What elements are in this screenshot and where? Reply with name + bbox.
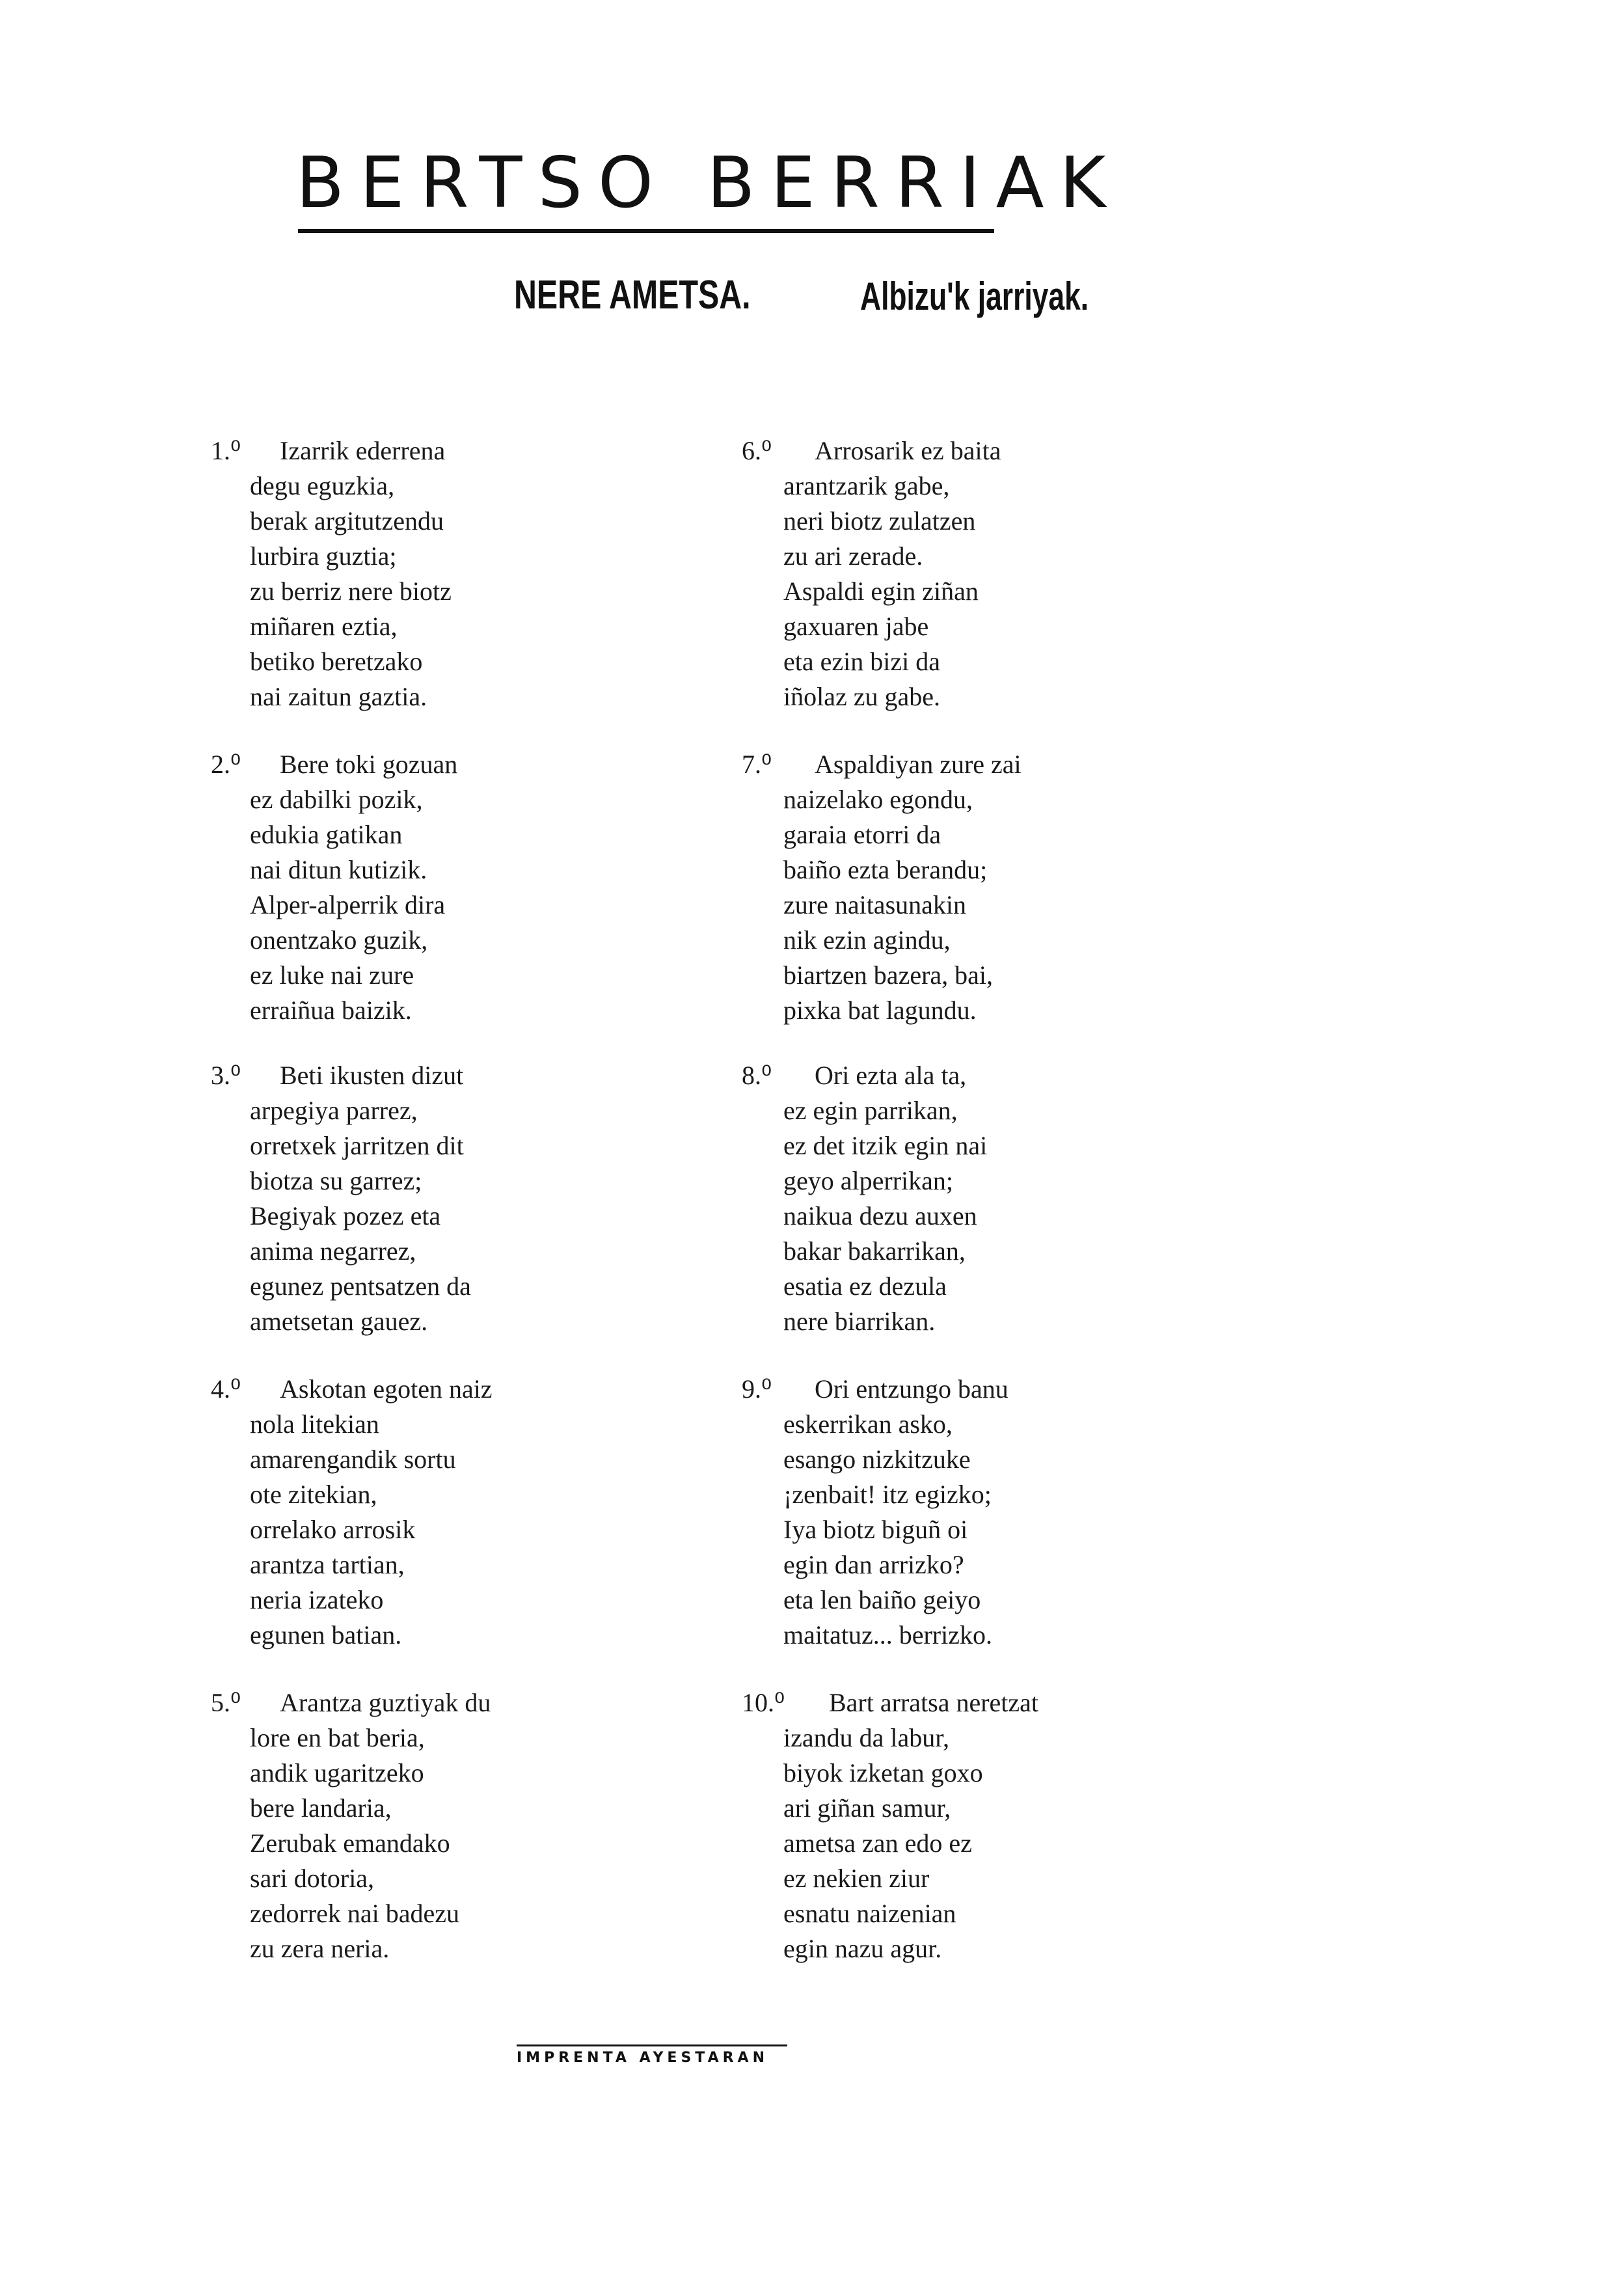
verse-line: berak argitutzendu bbox=[250, 506, 444, 536]
verse-line: lore en bat beria, bbox=[250, 1723, 425, 1752]
verse-3 bbox=[211, 1058, 471, 1339]
verse-line: ametsa zan edo ez bbox=[783, 1828, 972, 1858]
verse-line: bere landaria, bbox=[250, 1793, 392, 1823]
verse-line: ote zitekian, bbox=[250, 1480, 377, 1509]
verse-line: sari dotoria, bbox=[250, 1864, 375, 1893]
printer-imprint: IMPRENTA AYESTARAN bbox=[517, 2050, 768, 2066]
verse-line: Aspaldiyan zure zai bbox=[815, 750, 1022, 779]
verse-number: 4.⁰ bbox=[211, 1374, 241, 1404]
verse-line: naizelako egondu, bbox=[783, 785, 973, 814]
verse-line: ez egin parrikan, bbox=[783, 1096, 958, 1125]
verse-line: onentzako guzik, bbox=[250, 925, 428, 955]
verse-line: degu eguzkia, bbox=[250, 471, 395, 500]
verse-line: anima negarrez, bbox=[250, 1236, 416, 1266]
verse-line: zu ari zerade. bbox=[783, 541, 923, 571]
poem-title: NERE AMETSA. bbox=[514, 273, 751, 318]
verse-line: ez luke nai zure bbox=[250, 960, 414, 990]
verse-line: geyo alperrikan; bbox=[783, 1166, 953, 1195]
verse-line: betiko beretzako bbox=[250, 647, 423, 676]
verse-number: 9.⁰ bbox=[742, 1374, 772, 1404]
verse-line: nere biarrikan. bbox=[783, 1307, 936, 1336]
verse-line: egin dan arrizko? bbox=[783, 1550, 964, 1579]
verse-2 bbox=[211, 747, 457, 1028]
verse-line: ametsetan gauez. bbox=[250, 1307, 428, 1336]
verse-line: nola litekian bbox=[250, 1409, 379, 1439]
verse-1 bbox=[211, 433, 452, 714]
verse-line: neri biotz zulatzen bbox=[783, 506, 976, 536]
verse-number: 1.⁰ bbox=[211, 436, 241, 465]
verse-line: neria izateko bbox=[250, 1585, 384, 1614]
author-credit: Albizu'k jarriyak. bbox=[860, 275, 1089, 318]
verse-line: ez nekien ziur bbox=[783, 1864, 930, 1893]
verse-line: zure naitasunakin bbox=[783, 890, 966, 919]
verse-10 bbox=[742, 1685, 1038, 1966]
verse-line: lurbira guztia; bbox=[250, 541, 397, 571]
footer-rule bbox=[517, 2044, 787, 2046]
verse-line: ez dabilki pozik, bbox=[250, 785, 423, 814]
verse-line: esatia ez dezula bbox=[783, 1271, 947, 1301]
verse-line: garaia etorri da bbox=[783, 820, 941, 849]
verse-line: maitatuz... berrizko. bbox=[783, 1620, 992, 1650]
verse-line: orrelako arrosik bbox=[250, 1515, 416, 1544]
verse-line: Izarrik ederrena bbox=[280, 436, 446, 465]
verse-line: arantza tartian, bbox=[250, 1550, 405, 1579]
verse-8 bbox=[742, 1058, 987, 1339]
verse-line: arpegiya parrez, bbox=[250, 1096, 418, 1125]
verse-line: izandu da labur, bbox=[783, 1723, 949, 1752]
verse-line: pixka bat lagundu. bbox=[783, 996, 977, 1025]
verse-number: 8.⁰ bbox=[742, 1061, 772, 1090]
verse-number: 6.⁰ bbox=[742, 436, 772, 465]
verse-line: egin nazu agur. bbox=[783, 1934, 942, 1963]
verse-line: nik ezin agindu, bbox=[783, 925, 951, 955]
verse-line: Arrosarik ez baita bbox=[815, 436, 1001, 465]
verse-line: ¡zenbait! itz egizko; bbox=[783, 1480, 992, 1509]
verse-line: iñolaz zu gabe. bbox=[783, 682, 940, 711]
verse-line: Beti ikusten dizut bbox=[280, 1061, 464, 1090]
verse-line: Aspaldi egin ziñan bbox=[783, 577, 979, 606]
verse-4 bbox=[211, 1372, 493, 1653]
verse-line: Ori entzungo banu bbox=[815, 1374, 1008, 1404]
verse-9 bbox=[742, 1372, 1008, 1653]
verse-line: erraiñua baizik. bbox=[250, 996, 412, 1025]
verse-5 bbox=[211, 1685, 491, 1966]
verse-line: amarengandik sortu bbox=[250, 1445, 456, 1474]
verse-line: zu berriz nere biotz bbox=[250, 577, 452, 606]
title-underline bbox=[298, 229, 994, 233]
verse-line: ari giñan samur, bbox=[783, 1793, 951, 1823]
verse-line: esango nizkitzuke bbox=[783, 1445, 971, 1474]
verse-line: egunen batian. bbox=[250, 1620, 402, 1650]
verse-line: andik ugaritzeko bbox=[250, 1758, 424, 1787]
verse-line: Iya biotz biguñ oi bbox=[783, 1515, 968, 1544]
verse-line: Zerubak emandako bbox=[250, 1828, 450, 1858]
verse-number: 5.⁰ bbox=[211, 1688, 241, 1717]
verse-6 bbox=[742, 433, 1001, 714]
verse-7 bbox=[742, 747, 1022, 1028]
page-title: BERTSO BERRIAK bbox=[296, 143, 1122, 224]
verse-number: 2.⁰ bbox=[211, 750, 241, 779]
verse-line: nai zaitun gaztia. bbox=[250, 682, 427, 711]
verse-line: Begiyak pozez eta bbox=[250, 1201, 441, 1230]
verse-line: eta len baiño geiyo bbox=[783, 1585, 981, 1614]
verse-line: biotza su garrez; bbox=[250, 1166, 422, 1195]
verse-line: Alper-alperrik dira bbox=[250, 890, 446, 919]
verse-line: baiño ezta berandu; bbox=[783, 855, 988, 884]
verse-line: nai ditun kutizik. bbox=[250, 855, 427, 884]
verse-line: gaxuaren jabe bbox=[783, 612, 929, 641]
verse-number: 3.⁰ bbox=[211, 1061, 241, 1090]
verse-line: zedorrek nai badezu bbox=[250, 1899, 460, 1928]
verse-line: miñaren eztia, bbox=[250, 612, 398, 641]
verse-line: arantzarik gabe, bbox=[783, 471, 950, 500]
verse-line: edukia gatikan bbox=[250, 820, 403, 849]
verse-line: orretxek jarritzen dit bbox=[250, 1131, 464, 1160]
verse-line: esnatu naizenian bbox=[783, 1899, 956, 1928]
verse-line: Bart arratsa neretzat bbox=[829, 1688, 1039, 1717]
verse-line: naikua dezu auxen bbox=[783, 1201, 977, 1230]
verse-line: Ori ezta ala ta, bbox=[815, 1061, 967, 1090]
verse-line: biartzen bazera, bai, bbox=[783, 960, 994, 990]
verse-line: eta ezin bizi da bbox=[783, 647, 940, 676]
verse-line: egunez pentsatzen da bbox=[250, 1271, 471, 1301]
verse-line: ez det itzik egin nai bbox=[783, 1131, 988, 1160]
verse-line: Arantza guztiyak du bbox=[280, 1688, 491, 1717]
verse-number: 7.⁰ bbox=[742, 750, 772, 779]
verse-line: bakar bakarrikan, bbox=[783, 1236, 966, 1266]
verse-line: biyok izketan goxo bbox=[783, 1758, 983, 1787]
verse-line: eskerrikan asko, bbox=[783, 1409, 953, 1439]
verse-line: Bere toki gozuan bbox=[280, 750, 458, 779]
verse-line: Askotan egoten naiz bbox=[280, 1374, 493, 1404]
verse-line: zu zera neria. bbox=[250, 1934, 390, 1963]
verse-number: 10.⁰ bbox=[742, 1688, 785, 1717]
